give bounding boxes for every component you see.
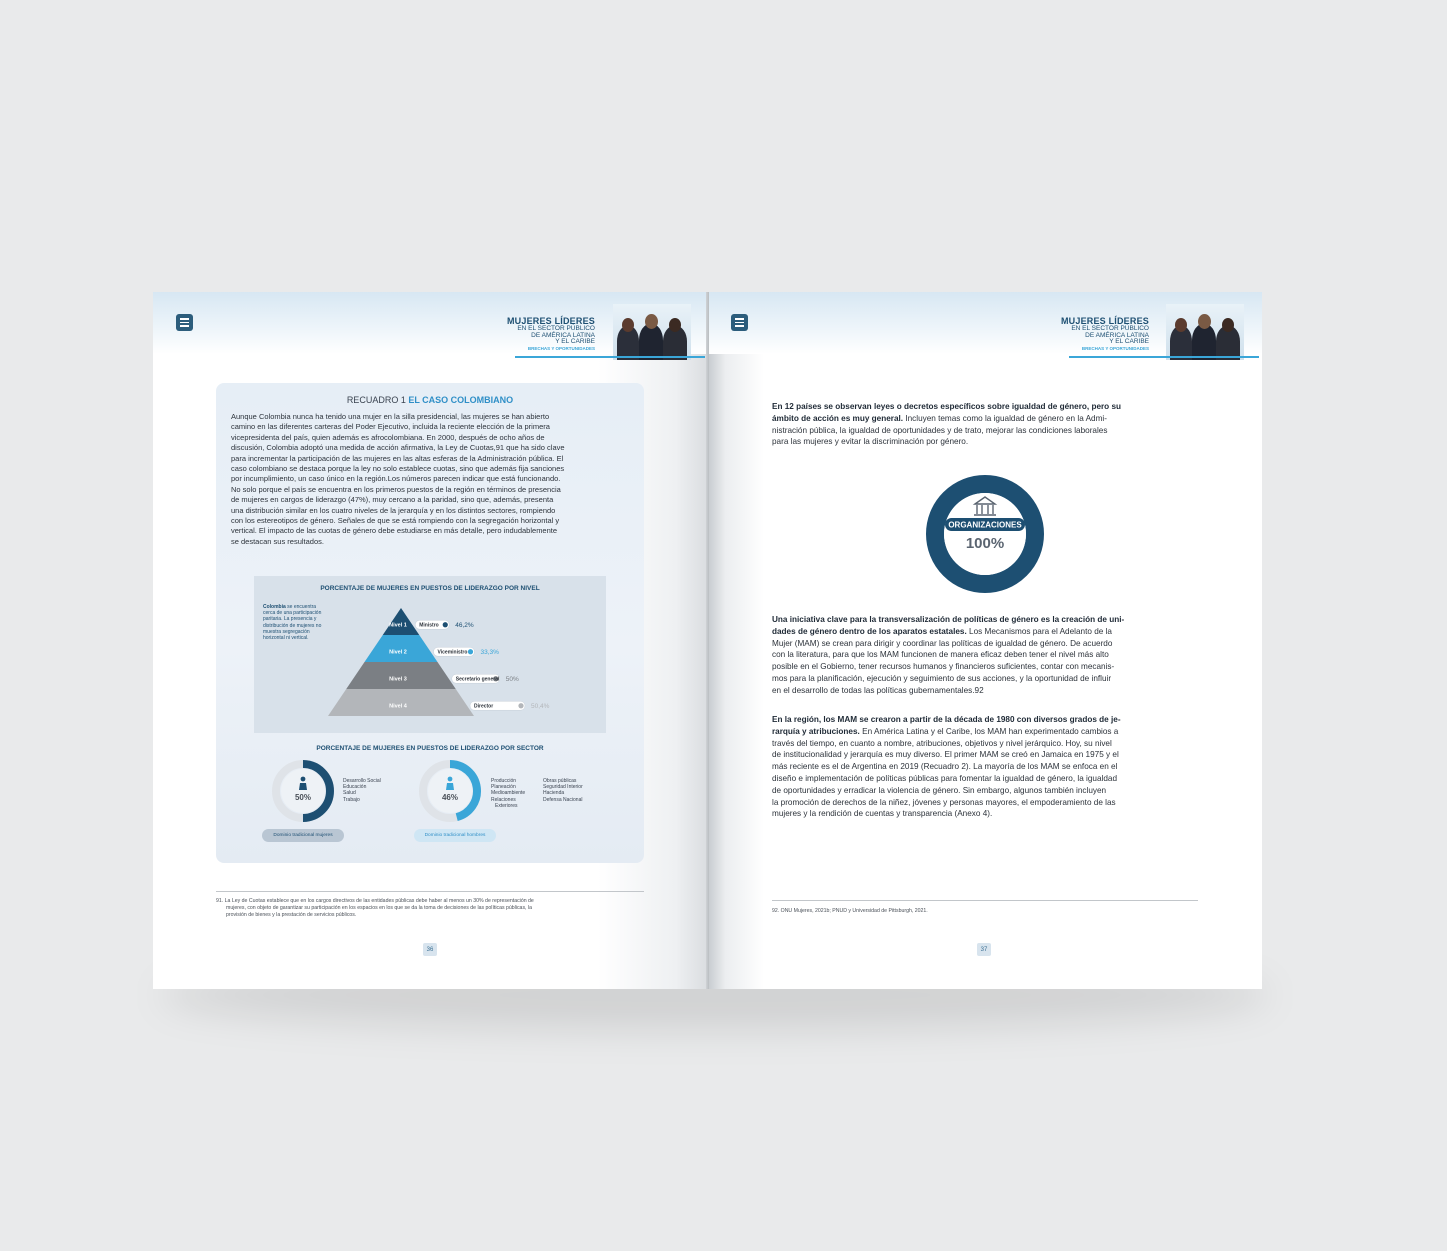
men-sector-list-1 — [491, 778, 525, 809]
header-photo — [1166, 304, 1244, 360]
page-number-37: 37 — [977, 943, 991, 956]
brand-tagline: BRECHAS Y OPORTUNIDADES — [1081, 345, 1149, 351]
p3-mixed-line: rarquía y atribuciones. En América Latina y el Caribe, los MAM han experimentado cambios a — [772, 726, 1119, 736]
p3-line: más reciente es el de Argentina en 2019 (Recuadro 2). La mayoría de los MAM se enfoca en el — [772, 762, 1118, 772]
paragraph-3 — [772, 714, 1198, 820]
footnote-line: provisión de bienes y la prestación de servicios públicos. — [226, 912, 357, 918]
value-label: 46,2% — [455, 622, 474, 630]
box-title — [216, 395, 644, 405]
p2-line: Mujer (MAM) se crean para dirigir y coordinar las políticas de igualdad de género. De acuerdo — [772, 638, 1113, 648]
box-line: caso colombiano se destaca porque la ley no solo establece cuotas, sino que además fija sanciones — [231, 464, 565, 474]
level-chart — [254, 576, 606, 733]
box-line: una distribución similar en los cuatro niveles de la jerarquía y en los distintos sectores, rompiendo — [231, 505, 556, 515]
role-label: Secretario general — [455, 676, 500, 683]
p3-line: de institucionalidad y jerarquía es muy diverso. El primer MAM se creó en Jamaica en 1975 y el — [772, 750, 1119, 760]
sector-item: Seguridad Interior — [543, 784, 583, 791]
box-body — [231, 412, 629, 547]
brand-subtitle-2: DE AMÉRICA LATINA — [1085, 331, 1149, 339]
brand-subtitle-1: EN EL SECTOR PÚBLICO — [1071, 325, 1149, 332]
sector-item: Trabajo — [343, 796, 360, 803]
header-photo — [613, 304, 691, 360]
p3-line: mujeres y la rendición de cuentas y transparencia (Anexo 4). — [772, 809, 993, 819]
org-label: ORGANIZACIONES — [948, 520, 1022, 530]
women-sector-list — [343, 778, 381, 803]
sector-item: Salud — [343, 790, 356, 797]
sector-chart-title: PORCENTAJE DE MUJERES EN PUESTOS DE LIDERAZGO POR SECTOR — [316, 745, 544, 752]
p2-line: con la literatura, para que los MAM funcionen de manera eficaz deben tener el nivel más alto — [772, 650, 1109, 660]
women-domain-pill: Dominio tradicional mujeres — [262, 829, 344, 842]
brand-block — [1061, 317, 1149, 351]
pyramid-level-label: Nivel 1 — [389, 622, 407, 629]
p1-line: nistración pública, la igualdad de oportunidades y de trato, mejorar las condiciones laborales — [772, 425, 1108, 435]
chart-note-line: muestra segregación — [263, 628, 310, 635]
p1-mixed-line: ámbito de acción es muy general. Incluyen temas como la igualdad de género en la Admi- — [772, 413, 1107, 423]
sector-item: Educación — [343, 784, 367, 791]
chart-note-line: cerca de una participación — [263, 610, 322, 617]
org-value: 100% — [965, 535, 1005, 552]
footnote-91 — [216, 898, 656, 919]
sector-item: Relaciones — [491, 796, 516, 803]
header-rule — [1069, 356, 1259, 358]
brand-tagline: BRECHAS Y OPORTUNIDADES — [527, 345, 595, 351]
chart-note-line: se encuentra — [287, 604, 317, 610]
value-label: 50,4% — [531, 703, 550, 711]
p3-bold-line: En la región, los MAM se crearon a partir de la década de 1980 con diversos grados de je- — [772, 715, 1121, 724]
menu-icon[interactable] — [731, 314, 748, 331]
donut-value: 46% — [441, 793, 459, 802]
box-line: de mujeres en cargos de liderazgo (47%), muy cercano a la paridad, sino que, además, presenta — [231, 495, 554, 505]
p2-line: en el desarrollo de todas las políticas gubernamentales.92 — [772, 685, 984, 695]
person-icon — [301, 777, 306, 782]
box-line: vertical. El impacto de las cuotas de género debe estudiarse en más detalle, pero indudablemente — [231, 526, 558, 536]
sector-item: Planeación — [491, 784, 516, 791]
value-label: 33,3% — [480, 649, 499, 657]
role-label: Ministro — [419, 622, 439, 629]
p3-line: través del tiempo, en cuanto a nombre, atribuciones, objetivos y nivel jerárquico. Hoy, su nivel — [772, 738, 1112, 748]
footnote-line: 91. La Ley de Cuotas establece que en los cargos directivos de las entidades públicas debe haber al menos un 30% de representación de — [216, 898, 534, 904]
sector-item: Obras públicas — [543, 778, 577, 784]
value-label: 50% — [505, 676, 519, 684]
person-icon — [448, 777, 453, 782]
donut-hole — [428, 769, 472, 813]
sector-item: Hacienda — [543, 790, 565, 797]
role-label: Director — [474, 703, 494, 710]
brand-title: MUJERES LÍDERES — [506, 316, 595, 326]
footnote-rule — [216, 891, 644, 892]
brand-subtitle-2: DE AMÉRICA LATINA — [531, 331, 595, 339]
level-chart-title: PORCENTAJE DE MUJERES EN PUESTOS DE LIDERAZGO POR NIVEL — [320, 585, 540, 592]
box-line: No solo porque el país se encuentra en los primeros puestos de la región en términos de presencia — [231, 484, 561, 494]
chart-note-bold: Colombia — [263, 604, 286, 610]
box-label: RECUADRO 1 — [346, 395, 406, 405]
box-line: vicepresidenta del país, quien además es afrocolombiana. En 2000, después de ocho años de — [231, 432, 545, 442]
person-icon-body — [446, 783, 454, 790]
sector-item: Desarrollo Social — [343, 778, 381, 784]
donut-value: 50% — [294, 793, 312, 802]
footnote-line: mujeres, con objeto de garantizar su participación en los espacios en los que se da la toma de decisiones de las políticas públicas, la — [226, 905, 532, 911]
role-dot — [468, 649, 473, 654]
p2-mixed-line: dades de género dentro de los aparatos estatales. Los Mecanismos para el Adelanto de la — [772, 626, 1112, 636]
sector-item: Exteriores — [495, 802, 518, 809]
left-page — [153, 292, 709, 989]
p3-line: la promoción de derechos de la niñez, jóvenes y personas mayores, el empoderamiento de las — [772, 797, 1116, 807]
box-line: con los estereotipos de género. Señales de que se está rompiendo con la segregación horizontal y — [231, 516, 560, 526]
chart-note-line: distribución de mujeres no — [263, 622, 322, 629]
box-line: discusión, Colombia adoptó una medida de acción afirmativa, la Ley de Cuotas,91 que ha sido clave — [231, 443, 565, 453]
men-domain-pill: Dominio tradicional hombres — [414, 829, 496, 842]
box-line: Aunque Colombia nunca ha tenido una mujer en la silla presidencial, las mujeres se han abierto — [231, 412, 550, 421]
brand-subtitle-3: Y EL CARIBE — [1109, 338, 1149, 345]
box-line: para incrementar la participación de las mujeres en las altas esferas de la Administración pública. El — [231, 453, 564, 463]
brand-subtitle-1: EN EL SECTOR PÚBLICO — [517, 325, 595, 332]
box-line: camino en las diferentes carteras del Poder Ejecutivo, incluida la reciente elección de la primera — [231, 422, 550, 432]
header-rule — [515, 356, 705, 358]
p2-line: posible en el Gobierno, tener recursos humanos y financieros suficientes, contar con mecanis- — [772, 662, 1115, 672]
men-sector-list-2 — [543, 778, 583, 803]
right-page — [709, 292, 1262, 989]
brand-title: MUJERES LÍDERES — [1060, 316, 1149, 326]
p3-line: de oportunidades y erradicar la violencia de género. Sin embargo, algunos también incluyen — [772, 785, 1107, 795]
pyramid-level — [383, 608, 420, 635]
footnote-rule — [772, 900, 1198, 901]
role-dot — [518, 703, 523, 708]
brand-subtitle-3: Y EL CARIBE — [555, 338, 595, 345]
box-line: se destacan sus resultados. — [231, 536, 324, 546]
role-dot — [443, 622, 448, 627]
sector-item: Defensa Nacional — [543, 796, 583, 803]
pyramid-level-label: Nivel 4 — [389, 703, 407, 710]
pyramid-level-label: Nivel 2 — [389, 649, 407, 656]
box-heading: EL CASO COLOMBIANO — [408, 395, 514, 405]
p2-bold-line: Una iniciativa clave para la transversalización de políticas de género es la creación de uni- — [772, 615, 1125, 624]
chart-note-line: horizontal ni vertical. — [263, 635, 309, 642]
level-pyramid — [254, 576, 606, 733]
page-number-36: 36 — [423, 943, 437, 956]
pyramid-level — [365, 635, 438, 662]
pyramid-level — [346, 662, 456, 689]
organizations-ring — [925, 474, 1045, 594]
p1-line: para las mujeres y evitar la discriminación por género. — [772, 437, 969, 447]
p3-line: diseño e implementación de políticas públicas para fomentar la igualdad de género, la igualdad — [772, 773, 1118, 783]
recuadro-box — [216, 383, 644, 863]
footnote-92: 92. ONU Mujeres, 2021b; PNUD y Universidad de Pittsburgh, 2021. — [772, 908, 928, 914]
person-icon-body — [299, 783, 307, 790]
sector-item: Medioambiente — [491, 790, 526, 797]
donut-hole — [281, 769, 325, 813]
brand-block — [507, 317, 595, 351]
sector-item: Producción — [491, 778, 517, 784]
role-label: Viceministro — [437, 649, 468, 656]
box-line: por incumplimiento, un caso único en la región.Los números parecen indicar que está funcionando. — [231, 474, 561, 484]
pyramid-level — [328, 689, 474, 716]
chart-note-line: paritaria. La presencia y — [263, 616, 317, 623]
p2-line: mos para la planificación, ejecución y seguimiento de sus acciones, y la oportunidad de influir — [772, 673, 1112, 683]
p1-bold-line: En 12 países se observan leyes o decretos específicos sobre igualdad de género, pero su — [772, 402, 1122, 411]
pyramid-level-label: Nivel 3 — [389, 676, 407, 683]
paragraph-1 — [772, 401, 1198, 448]
menu-icon[interactable] — [176, 314, 193, 331]
paragraph-2 — [772, 614, 1198, 697]
